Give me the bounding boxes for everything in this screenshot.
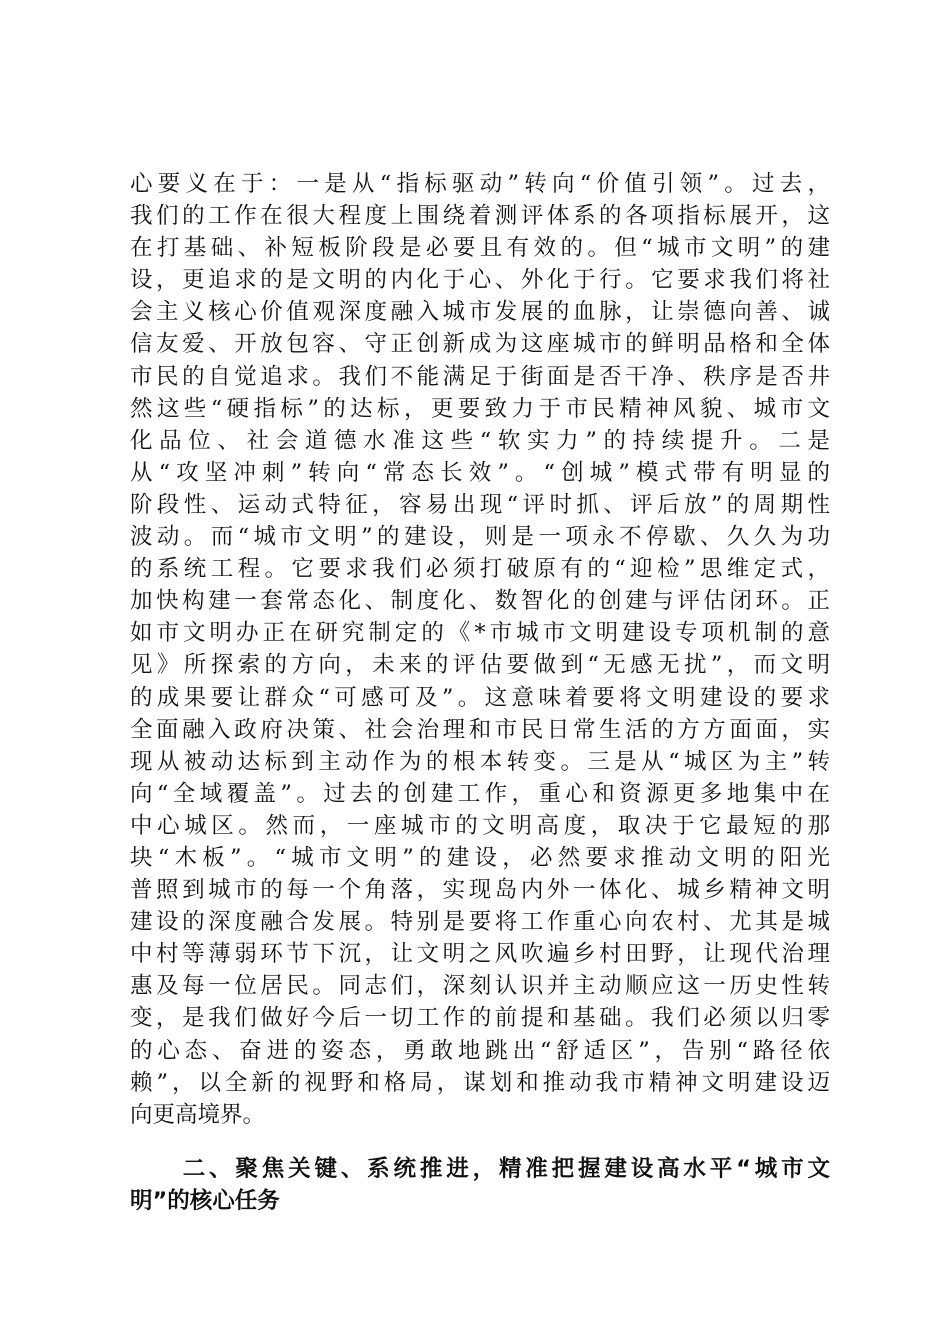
section-heading (130, 1153, 830, 1217)
text-line: 市民的自觉追求。我们不能满足于街面是否干净、秩序是否井 (130, 363, 830, 390)
text-line: 中村等薄弱环节下沉，让文明之风吹遍乡村田野，让现代治理 (130, 941, 830, 968)
text-line: 阶段性、运动式特征，容易出现“评时抓、评后放”的周期性 (130, 491, 830, 518)
text-line: 会主义核心价值观深度融入城市发展的血脉，让崇德向善、诚 (130, 299, 830, 326)
text-line: 中心城区。然而，一座城市的文明高度，取决于它最短的那 (130, 812, 830, 839)
heading-line: 二、聚焦关键、系统推进，精准把握建设高水平“城市文 (130, 1155, 830, 1182)
text-line: 全面融入政府决策、社会治理和市民日常生活的方方面面，实 (130, 716, 830, 743)
text-line: 建设的深度融合发展。特别是要将工作重心向农村、尤其是城 (130, 909, 830, 936)
document-body (130, 168, 830, 1217)
body-paragraph (130, 168, 830, 1131)
text-line: 波动。而“城市文明”的建设，则是一项永不停歇、久久为功 (130, 524, 830, 551)
text-line: 变，是我们做好今后一切工作的前提和基础。我们必须以归零 (130, 1005, 830, 1032)
text-line: 块“木板”。“城市文明”的建设，必然要求推动文明的阳光 (130, 844, 830, 871)
text-line: 向更高境界。 (130, 1101, 266, 1128)
text-line: 设，更追求的是文明的内化于心、外化于行。它要求我们将社 (130, 267, 830, 294)
text-line: 普照到城市的每一个角落，实现岛内外一体化、城乡精神文明 (130, 877, 830, 904)
text-line: 现从被动达标到主动作为的根本转变。三是从“城区为主”转 (130, 748, 830, 775)
text-line: 赖”，以全新的视野和格局，谋划和推动我市精神文明建设迈 (130, 1069, 830, 1096)
text-line: 向“全域覆盖”。过去的创建工作，重心和资源更多地集中在 (130, 780, 830, 807)
text-line: 加快构建一套常态化、制度化、数智化的创建与评估闭环。正 (130, 588, 830, 615)
text-line: 的系统工程。它要求我们必须打破原有的“迎检”思维定式， (130, 556, 830, 583)
text-line: 见》所探索的方向，未来的评估要做到“无感无扰”，而文明 (130, 652, 830, 679)
text-line: 心要义在于：一是从“指标驱动”转向“价值引领”。过去， (130, 171, 830, 197)
text-line: 从“攻坚冲刺”转向“常态长效”。“创城”模式带有明显的 (130, 459, 830, 486)
text-line: 如市文明办正在研究制定的《*市城市文明建设专项机制的意 (130, 620, 830, 647)
text-line: 然这些“硬指标”的达标，更要致力于市民精神风貌、城市文 (130, 395, 830, 422)
text-line: 的心态、奋进的姿态，勇敢地跳出“舒适区”，告别“路径依 (130, 1037, 830, 1064)
text-line: 化品位、社会道德水准这些“软实力”的持续提升。二是 (130, 427, 830, 454)
text-line: 我们的工作在很大程度上围绕着测评体系的各项指标展开，这 (130, 203, 830, 230)
text-line: 在打基础、补短板阶段是必要且有效的。但“城市文明”的建 (130, 235, 830, 262)
text-line: 的成果要让群众“可感可及”。这意味着要将文明建设的要求 (130, 684, 830, 711)
text-line: 惠及每一位居民。同志们，深刻认识并主动顺应这一历史性转 (130, 973, 830, 1000)
text-line: 信友爱、开放包容、守正创新成为这座城市的鲜明品格和全体 (130, 331, 830, 358)
heading-line: 明”的核心任务 (130, 1187, 280, 1214)
